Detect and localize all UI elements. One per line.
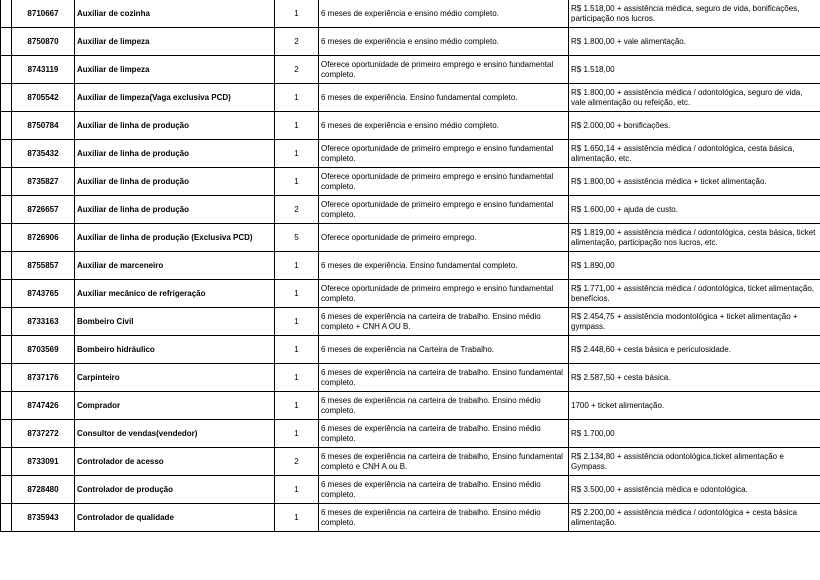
job-requirements: 6 meses de experiência e ensino médio completo. (319, 112, 569, 140)
job-code: 8743765 (12, 280, 75, 308)
row-margin-cell (1, 0, 12, 28)
row-margin-cell (1, 112, 12, 140)
row-margin-cell (1, 140, 12, 168)
job-quantity: 1 (275, 168, 319, 196)
job-title: Controlador de acesso (75, 448, 275, 476)
job-requirements: 6 meses de experiência e ensino médio completo. (319, 28, 569, 56)
job-requirements: Oferece oportunidade de primeiro emprego e ensino fundamental completo. (319, 196, 569, 224)
job-salary: R$ 1.819,00 + assistência médica / odontológica, cesta básica, ticket alimentação, participação nos lucros, etc. (569, 224, 820, 252)
row-margin-cell (1, 84, 12, 112)
job-salary: R$ 2.448,60 + cesta básica e periculosidade. (569, 336, 820, 364)
table-row (1, 0, 820, 28)
job-salary: R$ 1.800,00 + vale alimentação. (569, 28, 820, 56)
job-code: 8710667 (12, 0, 75, 28)
table-row (1, 336, 820, 364)
job-title: Auxiliar de linha de produção (75, 112, 275, 140)
row-margin-cell (1, 392, 12, 420)
job-title: Bombeiro hidráulico (75, 336, 275, 364)
job-title: Auxiliar de linha de produção (Exclusiva PCD) (75, 224, 275, 252)
job-code: 8735432 (12, 140, 75, 168)
job-quantity: 1 (275, 504, 319, 532)
table-row (1, 504, 820, 532)
job-title: Auxiliar de limpeza (75, 28, 275, 56)
job-title: Consultor de vendas(vendedor) (75, 420, 275, 448)
job-title: Auxiliar de linha de produção (75, 140, 275, 168)
table-row (1, 28, 820, 56)
job-title: Controlador de produção (75, 476, 275, 504)
table-row (1, 280, 820, 308)
job-salary: R$ 1.800,00 + assistência médica / odontológica, seguro de vida, vale alimentação ou refeição, etc. (569, 84, 820, 112)
row-margin-cell (1, 196, 12, 224)
table-row (1, 84, 820, 112)
table-row (1, 448, 820, 476)
job-title: Comprador (75, 392, 275, 420)
job-requirements: 6 meses de experiência na carteira de trabalho. Ensino médio completo. (319, 392, 569, 420)
job-quantity: 1 (275, 0, 319, 28)
job-requirements: 6 meses de experiência na carteira de trabalho. Ensino médio completo + CNH A OU B. (319, 308, 569, 336)
job-title: Bombeiro Civil (75, 308, 275, 336)
job-title: Auxiliar de linha de produção (75, 196, 275, 224)
job-salary: R$ 1.771,00 + assistência médica / odontológica, ticket alimentação, benefícios. (569, 280, 820, 308)
table-row (1, 56, 820, 84)
job-code: 8735943 (12, 504, 75, 532)
row-margin-cell (1, 504, 12, 532)
row-margin-cell (1, 224, 12, 252)
job-requirements: 6 meses de experiência na carteira de trabalho. Ensino médio completo. (319, 504, 569, 532)
job-salary: R$ 1.890,00 (569, 252, 820, 280)
row-margin-cell (1, 308, 12, 336)
job-quantity: 1 (275, 308, 319, 336)
table-row (1, 196, 820, 224)
job-salary: R$ 2.134,80 + assistência odontológica,ticket alimentação e Gympass. (569, 448, 820, 476)
job-code: 8705542 (12, 84, 75, 112)
job-code: 8703569 (12, 336, 75, 364)
job-quantity: 1 (275, 140, 319, 168)
job-title: Carpinteiro (75, 364, 275, 392)
job-requirements: 6 meses de experiência na carteira de trabalho. Ensino fundamental completo. (319, 364, 569, 392)
table-row (1, 308, 820, 336)
job-code: 8726657 (12, 196, 75, 224)
job-salary: R$ 2.200,00 + assistência médica / odontológica + cesta básica alimentação. (569, 504, 820, 532)
job-quantity: 2 (275, 56, 319, 84)
job-code: 8743119 (12, 56, 75, 84)
table-row (1, 392, 820, 420)
job-code: 8733091 (12, 448, 75, 476)
job-requirements: Oferece oportunidade de primeiro emprego. (319, 224, 569, 252)
job-quantity: 1 (275, 112, 319, 140)
job-requirements: 6 meses de experiência na Carteira de Trabalho. (319, 336, 569, 364)
job-code: 8755857 (12, 252, 75, 280)
table-row (1, 224, 820, 252)
job-salary: R$ 1.800,00 + assistência médica + ticket alimentação. (569, 168, 820, 196)
job-salary: R$ 2.000,00 + bonificações. (569, 112, 820, 140)
job-quantity: 1 (275, 280, 319, 308)
row-margin-cell (1, 28, 12, 56)
job-title: Auxiliar de cozinha (75, 0, 275, 28)
job-requirements: 6 meses de experiência. Ensino fundamental completo. (319, 252, 569, 280)
row-margin-cell (1, 168, 12, 196)
row-margin-cell (1, 56, 12, 84)
job-salary: R$ 2.454,75 + assistência modontológica + ticket alimentação + gympass. (569, 308, 820, 336)
job-code: 8735827 (12, 168, 75, 196)
job-quantity: 1 (275, 476, 319, 504)
job-salary: R$ 1.700,00 (569, 420, 820, 448)
job-salary: R$ 1.650,14 + assistência médica / odontológica, cesta básica, alimentação, etc. (569, 140, 820, 168)
table-row (1, 420, 820, 448)
row-margin-cell (1, 252, 12, 280)
job-code: 8733163 (12, 308, 75, 336)
job-salary: R$ 1.600,00 + ajuda de custo. (569, 196, 820, 224)
job-quantity: 1 (275, 420, 319, 448)
job-requirements: Oferece oportunidade de primeiro emprego e ensino fundamental completo. (319, 56, 569, 84)
row-margin-cell (1, 336, 12, 364)
job-requirements: 6 meses de experiência na carteira de trabalho. Ensino médio completo. (319, 420, 569, 448)
job-salary: R$ 1.518,00 (569, 56, 820, 84)
job-requirements: Oferece oportunidade de primeiro emprego e ensino fundamental completo. (319, 140, 569, 168)
table-row (1, 112, 820, 140)
job-requirements: 6 meses de experiência e ensino médio completo. (319, 0, 569, 28)
job-salary: R$ 3.500,00 + assistência médica e odontológica. (569, 476, 820, 504)
job-quantity: 5 (275, 224, 319, 252)
job-quantity: 1 (275, 392, 319, 420)
job-salary: R$ 2.587,50 + cesta básica. (569, 364, 820, 392)
table-row (1, 252, 820, 280)
row-margin-cell (1, 420, 12, 448)
table-row (1, 364, 820, 392)
job-title: Controlador de qualidade (75, 504, 275, 532)
job-table-body (1, 0, 820, 532)
job-title: Auxiliar de limpeza(Vaga exclusiva PCD) (75, 84, 275, 112)
table-row (1, 476, 820, 504)
job-code: 8726906 (12, 224, 75, 252)
table-row (1, 168, 820, 196)
job-code: 8747426 (12, 392, 75, 420)
job-quantity: 1 (275, 84, 319, 112)
job-quantity: 2 (275, 28, 319, 56)
job-requirements: 6 meses de experiência. Ensino fundamental completo. (319, 84, 569, 112)
job-code: 8737272 (12, 420, 75, 448)
job-quantity: 1 (275, 364, 319, 392)
job-title: Auxiliar de marceneiro (75, 252, 275, 280)
job-code: 8728480 (12, 476, 75, 504)
row-margin-cell (1, 280, 12, 308)
row-margin-cell (1, 476, 12, 504)
job-title: Auxiliar de linha de produção (75, 168, 275, 196)
job-quantity: 1 (275, 336, 319, 364)
job-requirements: Oferece oportunidade de primeiro emprego e ensino fundamental completo. (319, 280, 569, 308)
row-margin-cell (1, 364, 12, 392)
job-title: Auxiliar mecânico de refrigeração (75, 280, 275, 308)
job-code: 8750784 (12, 112, 75, 140)
job-requirements: 6 meses de experiência na carteira de trabalho. Ensino médio completo. (319, 476, 569, 504)
job-quantity: 2 (275, 448, 319, 476)
job-requirements: 6 meses de experiência na carteira de trabalho, Ensino fundamental completo e CNH A ou B. (319, 448, 569, 476)
job-code: 8750870 (12, 28, 75, 56)
job-salary: R$ 1.518,00 + assistência médica, seguro de vida, bonificações, participação nos lucros. (569, 0, 820, 28)
table-row (1, 140, 820, 168)
job-quantity: 2 (275, 196, 319, 224)
job-title: Auxiliar de limpeza (75, 56, 275, 84)
row-margin-cell (1, 448, 12, 476)
job-salary: 1700 + ticket alimentação. (569, 392, 820, 420)
job-quantity: 1 (275, 252, 319, 280)
job-code: 8737176 (12, 364, 75, 392)
job-requirements: Oferece oportunidade de primeiro emprego e ensino fundamental completo. (319, 168, 569, 196)
